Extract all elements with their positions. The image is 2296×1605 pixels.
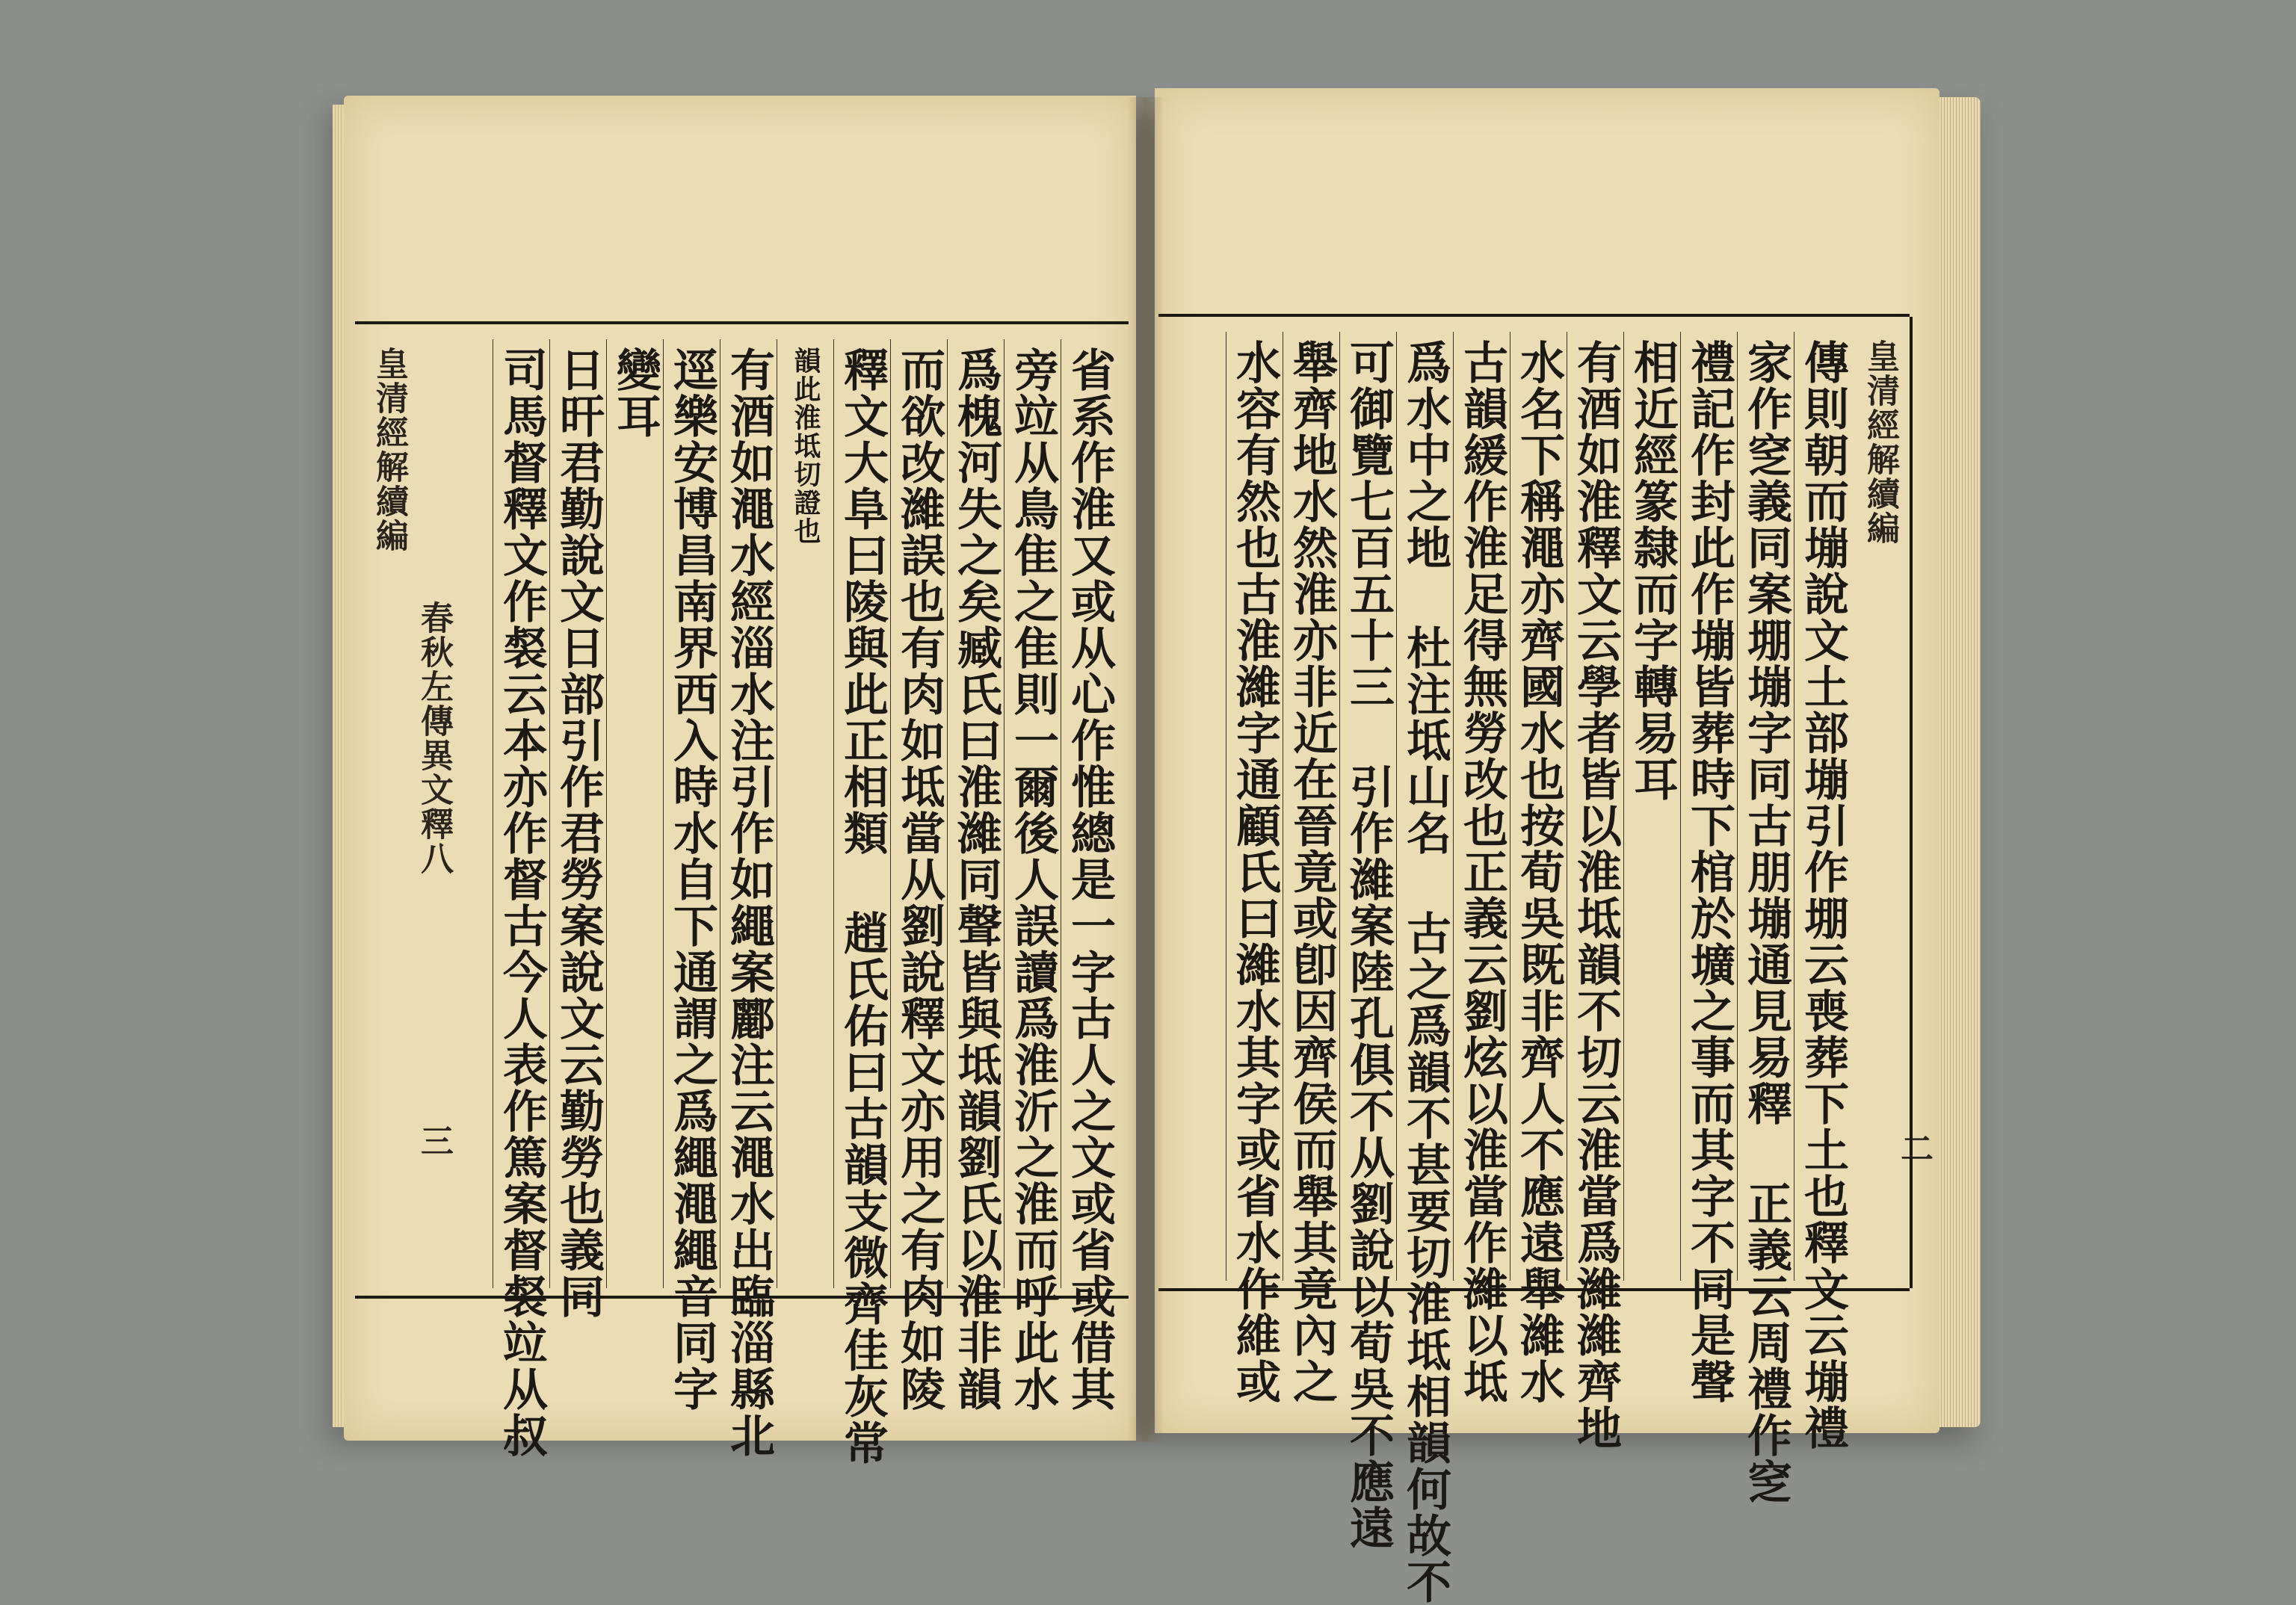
- left-col-6: [777, 339, 834, 1288]
- left-margin-chapter: [407, 593, 460, 1116]
- right-col-4: [1623, 332, 1681, 1281]
- left-text-frame: [355, 321, 1129, 1466]
- left-margin-title: 皇清經解續編: [370, 347, 408, 553]
- right-col-9: [1339, 332, 1397, 1551]
- text-column: 逕樂安博昌南界西入時水自下通謂之爲繩澠繩音同字: [666, 347, 718, 1412]
- right-col-1: [1794, 332, 1851, 1451]
- left-col-1: [1061, 339, 1118, 1412]
- text-column-note: 韻此淮坻切證也: [790, 347, 821, 545]
- left-col-2: [1004, 339, 1061, 1412]
- right-folio: [1895, 1124, 1933, 1213]
- right-col-3: [1680, 332, 1738, 1405]
- right-page-edges: [1936, 97, 1981, 1427]
- text-column: 家作窆義同案堋塴字同古朋塴通見易釋 正義云周禮作窆: [1740, 339, 1792, 1505]
- text-column: 爲槐河失之矣臧氏曰淮濰同聲皆與坻韻劉氏以淮非韻: [950, 347, 1002, 1412]
- text-column: 有酒如淮釋文云學者皆以淮坻韻不切云淮當爲濰濰齊地: [1570, 339, 1622, 1451]
- text-column: 有酒如澠水經淄水注引作如繩案酈注云澠水出臨淄縣北: [723, 347, 775, 1459]
- text-column: 爲水中之地 杜注坻山名 古之爲韻不甚要切淮坻相韻何故不: [1399, 339, 1451, 1605]
- left-folio: [407, 1116, 460, 1206]
- text-column: 傳則朝而塴說文土部塴引作堋云喪葬下土也釋文云塴禮: [1797, 339, 1849, 1451]
- right-col-10: [1283, 332, 1340, 1405]
- right-col-7: [1453, 332, 1510, 1405]
- text-column: 省系作淮又或从心作惟總是一字古人之文或省或借其: [1064, 347, 1116, 1412]
- right-col-5: [1567, 332, 1624, 1451]
- text-column: 變耳: [609, 347, 661, 439]
- right-col-11: [1226, 332, 1283, 1405]
- book-gutter: [1127, 97, 1164, 1442]
- left-col-3: [947, 339, 1004, 1412]
- left-col-11: [493, 339, 550, 1459]
- right-margin-title: 皇清經解續編: [1861, 339, 1899, 545]
- text-column: 釋文大阜曰陵與此正相類 趙氏佑曰古韻支微齊佳灰常: [836, 347, 889, 1466]
- text-column: 而欲改濰誤也有肉如坻當从劉說釋文亦用之有肉如陵: [893, 347, 945, 1412]
- left-col-4: [890, 339, 948, 1412]
- text-column: 司馬督釋文作裻云本亦作督古今人表作篤案督裻竝从叔: [496, 347, 548, 1459]
- left-col-8: [663, 339, 720, 1412]
- left-chapter-title: 春秋左傳異文釋八: [415, 601, 453, 876]
- right-text-frame: [1158, 314, 1933, 1605]
- text-column: 日旰君勤說文日部引作君勞案說文云勤勞也義同: [552, 347, 605, 1320]
- text-column: 古韻緩作淮足得無勞改也正義云劉炫以淮當作濰以坻: [1456, 339, 1508, 1405]
- text-column: 水容有然也古淮濰字通顧氏曰濰水其字或省水作維或: [1229, 339, 1281, 1405]
- text-column: 可御覽七百五十三 引作濰案陸孔俱不从劉說以荀吳不應遠: [1342, 339, 1395, 1551]
- left-col-5: [833, 339, 891, 1466]
- left-col-7: [720, 339, 777, 1459]
- right-col-6: [1510, 332, 1567, 1405]
- left-col-9: [606, 339, 664, 1288]
- text-column: 旁竝从鳥隹之隹則一爾後人誤讀爲淮沂之淮而呼此水: [1007, 347, 1059, 1412]
- text-column: 禮記作封此作塴皆葬時下棺於壙之事而其字不同是聲: [1683, 339, 1735, 1405]
- right-folio-number: 二: [1895, 1131, 1933, 1166]
- text-column: 相近經篆隸而字轉易耳: [1626, 339, 1679, 802]
- text-column: 舉齊地水然淮亦非近在晉竟或卽因齊侯而舉其竟內之: [1286, 339, 1338, 1405]
- text-column: 水名下稱澠亦齊國水也按荀吳既非齊人不應遠舉濰水: [1513, 339, 1565, 1405]
- right-col-2: [1737, 332, 1794, 1505]
- left-folio-number: 三: [415, 1124, 453, 1158]
- right-col-8: [1396, 332, 1454, 1605]
- left-col-10: [549, 339, 607, 1320]
